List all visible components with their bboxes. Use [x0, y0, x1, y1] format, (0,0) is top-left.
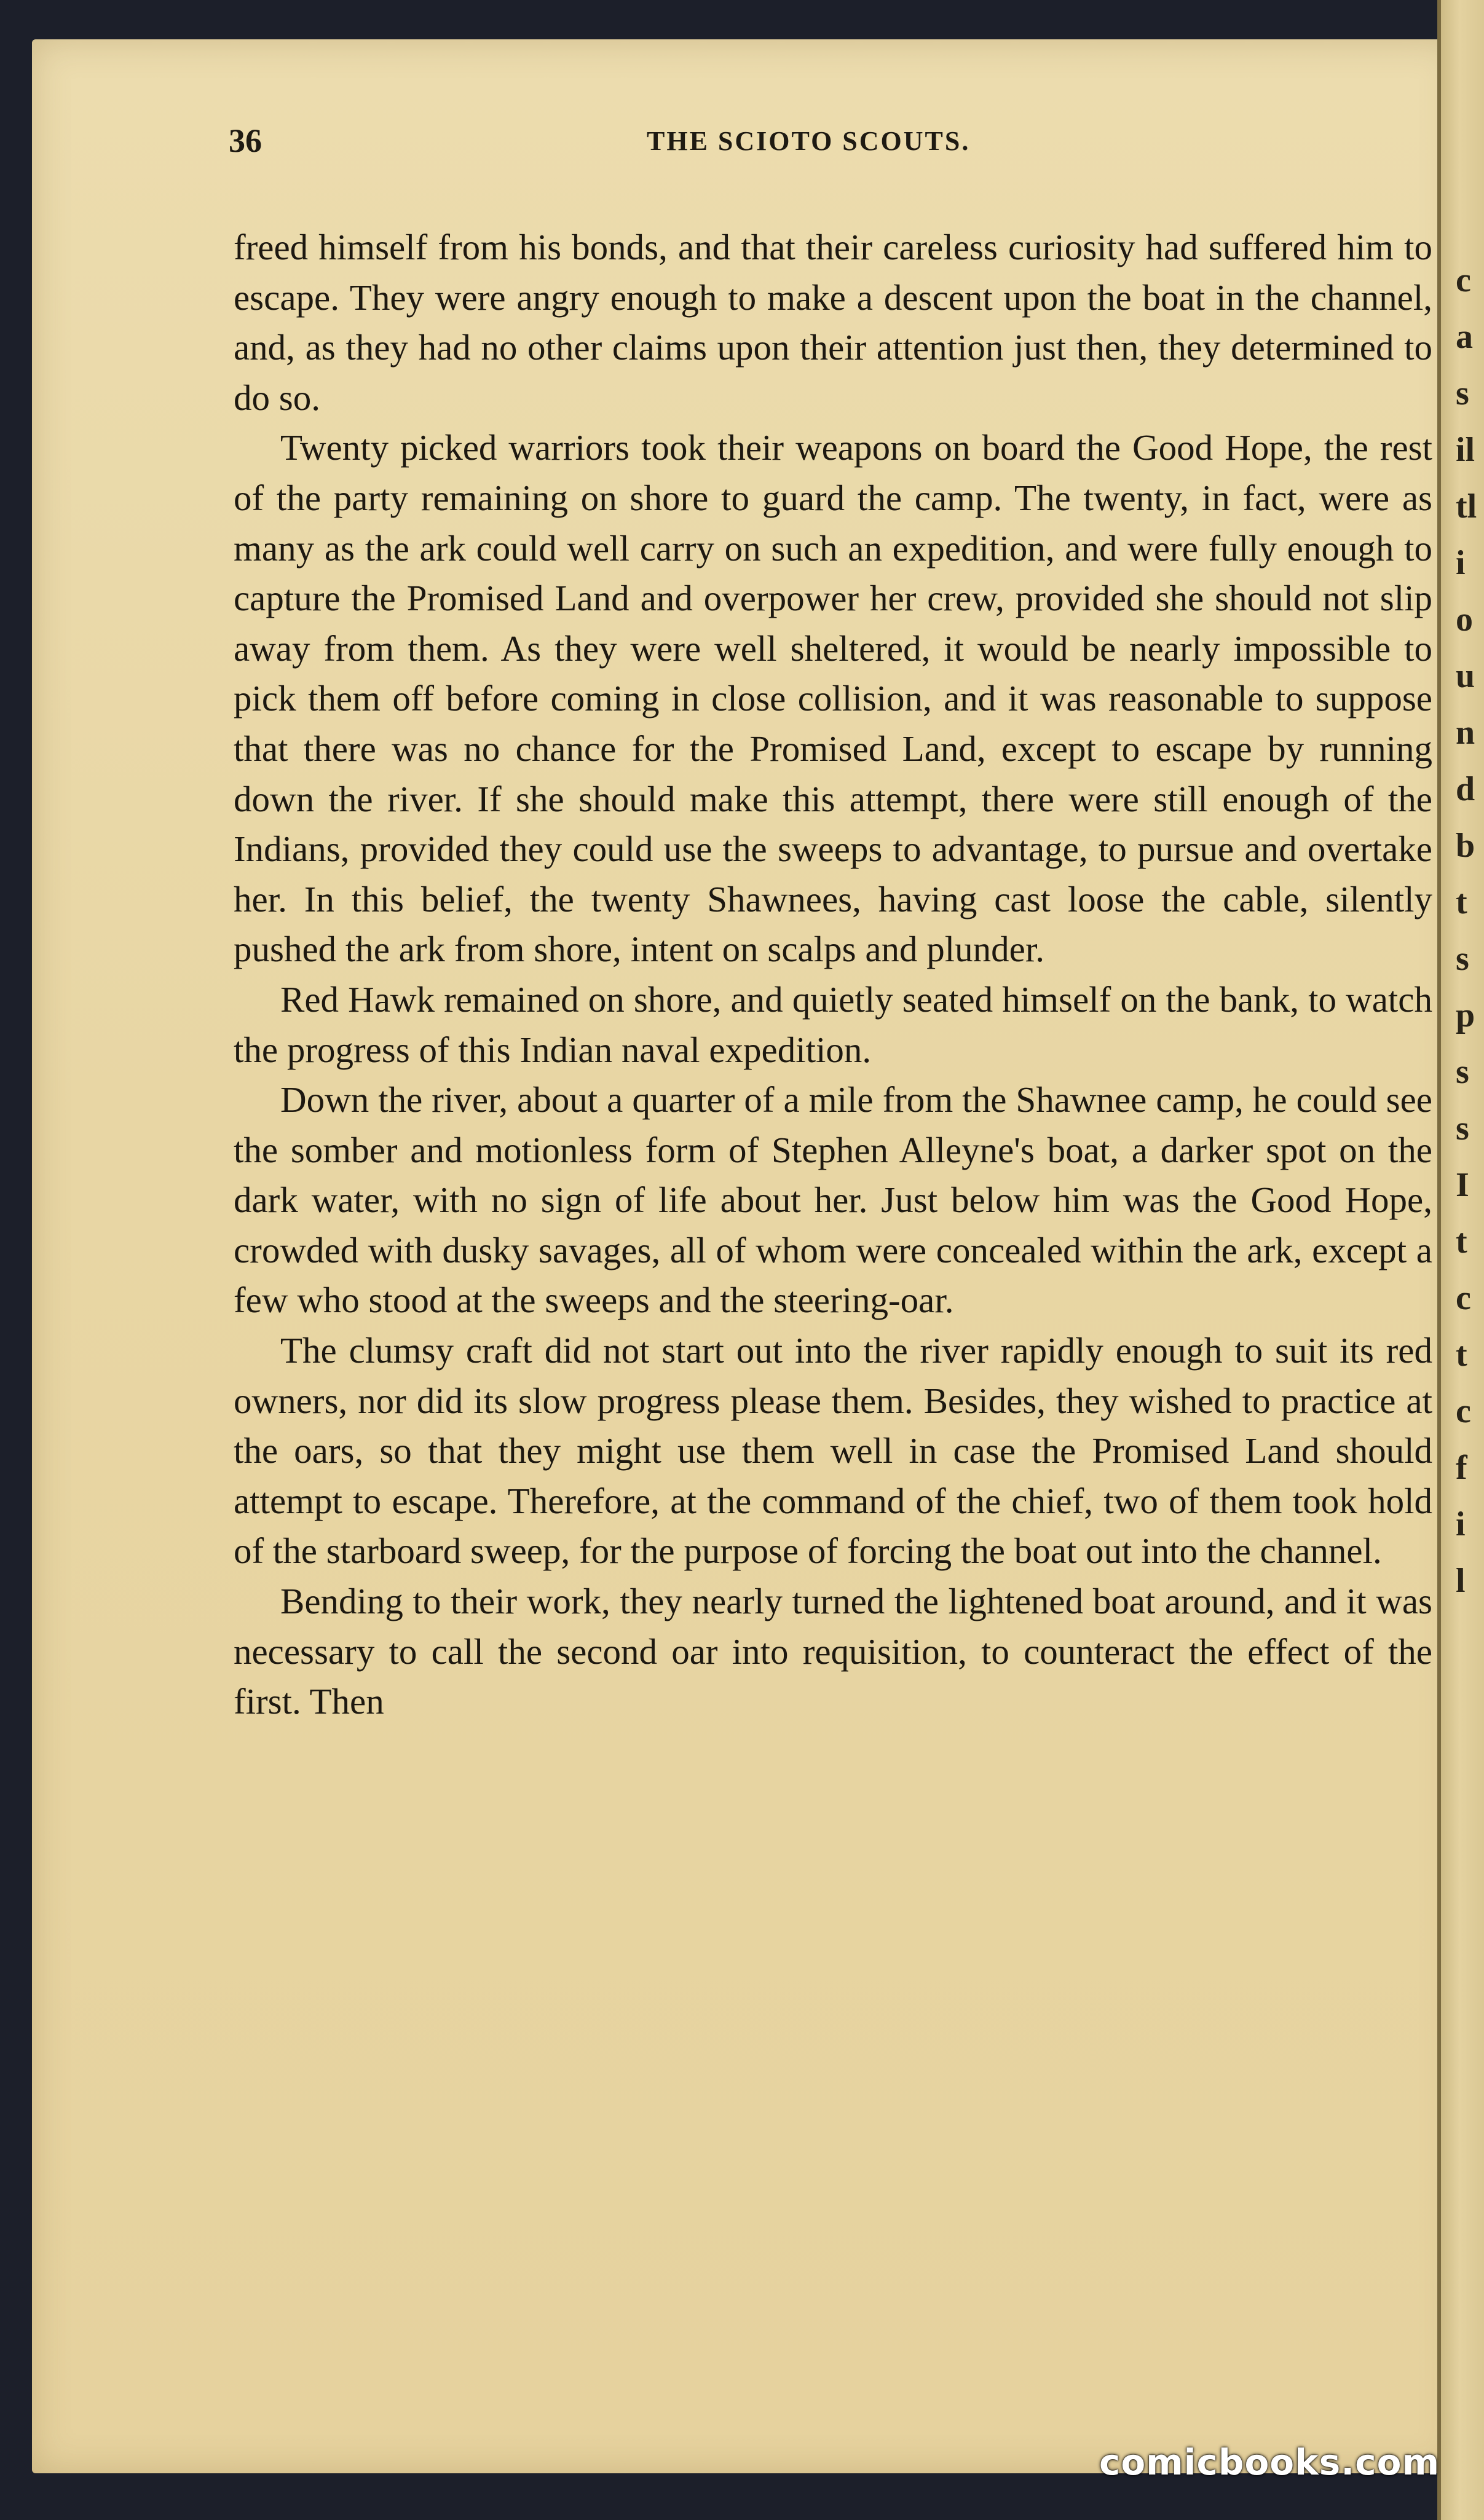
edge-letter: i: [1456, 1505, 1466, 1543]
edge-letter: d: [1456, 770, 1475, 808]
paragraph: Down the river, about a quarter of a mile from the Shawnee camp, he could see the somber and motionless form of Stephen Alleyne's boat, a darker spot on the dark water, with no sign of life about her. Just below him was the Good Hope, crowded with dusky savages, all of whom were concealed within the ark, except a few who stood at the sweeps and the steering-oar.: [234, 1079, 1432, 1321]
edge-letter: o: [1456, 600, 1473, 639]
paragraph: Twenty picked warriors took their weapons on board the Good Hope, the rest of the party remaining on shore to guard the camp. The twenty, in fact, were as many as the ark could well carry on such an expedition, and were fully enough to capture the Promised Land and overpower her crew, provided she should not slip away from them. As they were well sheltered, it would be nearly impossible to pick them off before coming in close collision, and it was reasonable to suppose that there was no chance for the Promised Land, except to escape by running down the river. If she should make this attempt, there were still enough of the Indians, provided they could use the sweeps to advantage, to pursue and overtake her. In this belief, the twenty Shawnees, having cast loose the cable, silently pushed the ark from shore, intent on scalps and plunder.: [234, 427, 1432, 970]
running-head: THE SCIOTO SCOUTS.: [647, 126, 971, 156]
paragraph: The clumsy craft did not start out into the river rapidly enough to suit its red owners, nor did its slow progress please them. Besides, they wished to practice at the oars, so that they might use them well in case the Promised Land should attempt to escape. Therefore, at the command of the chief, two of them took hold of the starboard sweep, for the purpose of forcing the boat out into the channel.: [234, 1330, 1432, 1572]
paragraph: freed himself from his bonds, and that their careless curiosity had suffered him to escape. They were angry enough to make a descent upon the boat in the channel, and, as they had no other claims upon their attention just then, they determined to do so.: [234, 227, 1432, 418]
next-page-edge-letters: [1456, 252, 1484, 1609]
edge-letter: t: [1456, 1336, 1467, 1374]
edge-letter: s: [1456, 940, 1469, 978]
paragraph: Red Hawk remained on shore, and quietly seated himself on the bank, to watch the progress of this Indian naval expedition.: [234, 978, 1432, 1070]
paragraph: Bending to their work, they nearly turned the lightened boat around, and it was necessary to call the second oar into requisition, to counteract the effect of the first. Then: [234, 1581, 1432, 1722]
edge-letter: u: [1456, 657, 1475, 695]
page-number: 36: [229, 122, 262, 159]
watermark: comicbooks.com: [1099, 2441, 1440, 2483]
edge-letter: n: [1456, 714, 1475, 752]
edge-letter: l: [1456, 1562, 1466, 1600]
edge-letter: tl: [1456, 487, 1477, 526]
edge-letter: s: [1456, 1053, 1469, 1091]
body-text: [234, 222, 1432, 1727]
edge-letter: I: [1456, 1166, 1469, 1204]
edge-letter: f: [1456, 1449, 1467, 1487]
edge-letter: t: [1456, 1223, 1467, 1261]
edge-letter: b: [1456, 827, 1475, 865]
edge-letter: p: [1456, 996, 1475, 1034]
edge-letter: c: [1456, 261, 1471, 299]
edge-letter: c: [1456, 1392, 1471, 1430]
edge-letter: i: [1456, 544, 1466, 582]
edge-letter: s: [1456, 374, 1469, 412]
edge-letter: t: [1456, 883, 1467, 921]
edge-letter: il: [1456, 431, 1475, 469]
edge-letter: a: [1456, 318, 1473, 356]
edge-letter: s: [1456, 1109, 1469, 1148]
edge-letter: c: [1456, 1279, 1471, 1317]
page-header: [229, 122, 1397, 177]
